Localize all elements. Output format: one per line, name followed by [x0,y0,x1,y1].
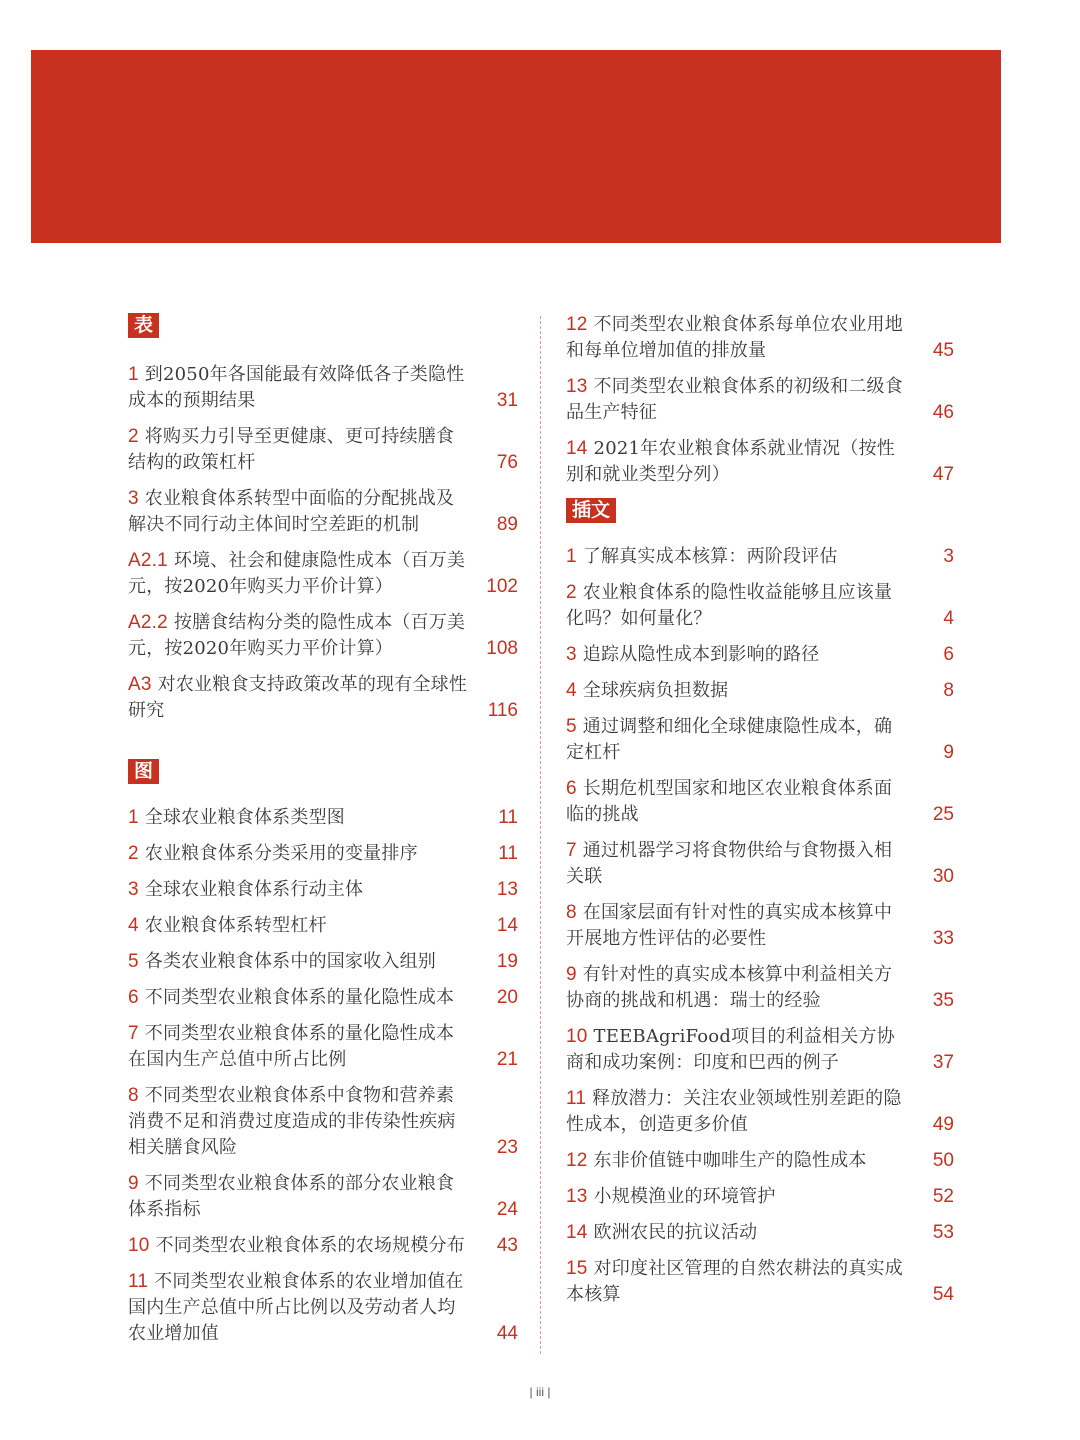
entry-number: 12 [566,1150,588,1171]
table-entry[interactable] [128,548,518,600]
entry-number: 5 [128,951,139,972]
entry-title [566,962,908,1014]
entry-text: 通过调整和细化全球健康隐性成本，确定杠杆 [566,716,893,763]
entry-title [128,486,470,538]
entry-number: 3 [128,879,139,900]
entry-title [128,610,470,662]
entry-number: 10 [128,1235,150,1256]
header-banner [31,50,1001,243]
entry-page-number: 3 [943,546,954,567]
entry-page-number: 6 [943,644,954,665]
entry-text: 将购买力引导至更健康、更可持续膳食结构的政策杠杆 [128,426,455,473]
tables-list [128,362,518,724]
entry-title [128,1083,470,1161]
box-entry[interactable] [566,776,954,828]
figure-entry[interactable] [128,1021,518,1073]
table-entry[interactable] [566,436,954,488]
entry-number: A2.2 [128,612,168,633]
entry-number: 3 [566,644,577,665]
entry-page-number: 37 [932,1052,954,1073]
entry-page-number: 19 [496,951,518,972]
entry-title [128,1021,470,1073]
entry-text: 不同类型农业粮食体系的部分农业粮食体系指标 [128,1173,455,1220]
entry-text: 在国家层面有针对性的真实成本核算中开展地方性评估的必要性 [566,902,893,949]
entry-title [128,548,470,600]
entry-text: 全球疾病负担数据 [582,680,729,701]
figures-section-label: 图 [128,759,159,784]
figure-entry[interactable] [128,805,518,831]
entry-text: 不同类型农业粮食体系中食物和营养素消费不足和消费过度造成的非传染性疾病相关膳食风险 [128,1085,456,1158]
entry-title [566,642,908,668]
entry-title [566,1024,908,1076]
column-divider [540,316,541,1354]
entry-number: 8 [566,902,577,923]
figures-list [128,805,518,1347]
entry-title [566,312,908,364]
entry-page-number: 46 [932,402,954,423]
entry-page-number: 33 [932,928,954,949]
table-entry[interactable] [128,672,518,724]
page-number: | iii | [529,1385,551,1399]
table-entry[interactable] [128,424,518,476]
entry-text: 欧洲农民的抗议活动 [593,1222,758,1243]
entry-title [566,776,908,828]
right-column [566,312,954,1318]
entry-title [566,714,908,766]
entry-text: 到2050年各国能最有效降低各子类隐性成本的预期结果 [128,364,465,411]
entry-text: 农业粮食体系转型中面临的分配挑战及解决不同行动主体间时空差距的机制 [128,488,455,535]
left-column [128,312,518,1357]
entry-page-number: 30 [932,866,954,887]
entry-title [128,424,470,476]
tables-list-continued [566,312,954,488]
entry-text: 2021年农业粮食体系就业情况（按性别和就业类型分列） [566,438,895,485]
entry-number: 4 [566,680,577,701]
entry-text: 农业粮食体系的隐性收益能够且应该量化吗？如何量化？ [566,582,893,629]
entry-number: 8 [128,1085,139,1106]
box-entry[interactable] [566,838,954,890]
entry-number: 11 [128,1271,149,1292]
entry-text: 对印度社区管理的自然农耕法的真实成本核算 [566,1258,903,1305]
figure-entry[interactable] [128,877,518,903]
box-entry[interactable] [566,580,954,632]
entry-page-number: 24 [496,1199,518,1220]
entry-number: A3 [128,674,152,695]
boxes-list [566,544,954,1308]
entry-title [566,436,908,488]
entry-text: 释放潜力：关注农业领域性别差距的隐性成本，创造更多价值 [566,1088,902,1135]
entry-text: 各类农业粮食体系中的国家收入组别 [144,951,436,972]
entry-title [566,1148,908,1174]
entry-text: 不同类型农业粮食体系的量化隐性成本 [144,987,455,1008]
box-entry[interactable] [566,900,954,952]
entry-title [128,1233,470,1259]
boxes-section-label: 插文 [566,498,616,523]
entry-text: 有针对性的真实成本核算中利益相关方协商的挑战和机遇：瑞士的经验 [566,964,893,1011]
entry-page-number: 49 [932,1114,954,1135]
box-entry[interactable] [566,1184,954,1210]
entry-number: 12 [566,314,588,335]
entry-page-number: 4 [943,608,954,629]
entry-text: 全球农业粮食体系类型图 [144,807,345,828]
entry-text: 小规模渔业的环境管护 [593,1186,776,1207]
figure-entry[interactable] [128,985,518,1011]
figure-entry[interactable] [128,913,518,939]
entry-text: 东非价值链中咖啡生产的隐性成本 [593,1150,867,1171]
entry-number: 2 [128,426,139,447]
entry-title [128,913,470,939]
entry-page-number: 108 [486,638,518,659]
entry-page-number: 50 [932,1150,954,1171]
entry-number: 9 [566,964,577,985]
box-entry[interactable] [566,714,954,766]
entry-number: 9 [128,1173,139,1194]
entry-page-number: 43 [496,1235,518,1256]
entry-title [566,580,908,632]
entry-text: 长期危机型国家和地区农业粮食体系面临的挑战 [566,778,893,825]
entry-number: 5 [566,716,577,737]
entry-title [128,1171,470,1223]
entry-text: 按膳食结构分类的隐性成本（百万美元，按2020年购买力平价计算） [128,612,466,659]
entry-number: 7 [128,1023,139,1044]
box-entry[interactable] [566,678,954,704]
entry-page-number: 11 [498,843,518,864]
entry-page-number: 54 [932,1284,954,1305]
entry-number: 2 [128,843,139,864]
entry-text: 农业粮食体系转型杠杆 [144,915,327,936]
entry-number: 14 [566,438,588,459]
figure-entry[interactable] [128,1171,518,1223]
entry-number: 2 [566,582,577,603]
table-entry[interactable] [128,362,518,414]
entry-text: 不同类型农业粮食体系的初级和二级食品生产特征 [566,376,903,423]
box-entry[interactable] [566,1220,954,1246]
entry-page-number: 52 [932,1186,954,1207]
entry-number: 11 [566,1088,587,1109]
entry-page-number: 13 [496,879,518,900]
entry-page-number: 47 [932,464,954,485]
entry-text: 不同类型农业粮食体系的农场规模分布 [155,1235,465,1256]
entry-title [566,900,908,952]
entry-title [128,1269,470,1347]
entry-page-number: 21 [496,1049,518,1070]
figure-entry[interactable] [128,841,518,867]
figure-entry[interactable] [128,1083,518,1161]
table-entry[interactable] [566,374,954,426]
entry-title [128,362,470,414]
entry-title [128,877,470,903]
entry-number: 7 [566,840,577,861]
entry-page-number: 20 [496,987,518,1008]
entry-page-number: 8 [943,680,954,701]
entry-page-number: 89 [496,514,518,535]
table-entry[interactable] [128,610,518,662]
entry-number: 1 [128,807,139,828]
table-entry[interactable] [566,312,954,364]
box-entry[interactable] [566,544,954,570]
tables-section-label: 表 [128,313,159,338]
entry-page-number: 25 [932,804,954,825]
entry-title [566,374,908,426]
entry-number: 6 [566,778,577,799]
entry-title [566,838,908,890]
entry-page-number: 45 [932,340,954,361]
entry-title [566,678,908,704]
entry-page-number: 11 [498,807,518,828]
entry-text: 不同类型农业粮食体系的农业增加值在国内生产总值中所占比例以及劳动者人均农业增加值 [128,1271,464,1344]
figure-entry[interactable] [128,1269,518,1347]
entry-title [566,1184,908,1210]
entry-number: 1 [566,546,577,567]
entry-number: 13 [566,1186,588,1207]
table-entry[interactable] [128,486,518,538]
entry-page-number: 31 [496,390,518,411]
entry-number: 14 [566,1222,588,1243]
figure-entry[interactable] [128,949,518,975]
box-entry[interactable] [566,642,954,668]
entry-title [128,805,470,831]
entry-text: TEEBAgriFood项目的利益相关方协商和成功案例：印度和巴西的例子 [566,1026,895,1073]
entry-title [128,949,470,975]
entry-text: 农业粮食体系分类采用的变量排序 [144,843,418,864]
box-entry[interactable] [566,1024,954,1076]
entry-text: 通过机器学习将食物供给与食物摄入相关联 [566,840,893,887]
entry-title [128,985,470,1011]
entry-page-number: 44 [496,1323,518,1344]
entry-number: 3 [128,488,139,509]
entry-title [128,672,470,724]
entry-title [566,544,908,570]
entry-page-number: 53 [932,1222,954,1243]
entry-number: 13 [566,376,588,397]
entry-number: 10 [566,1026,588,1047]
entry-number: A2.1 [128,550,168,571]
entry-title [566,1220,908,1246]
entry-number: 15 [566,1258,588,1279]
entry-text: 环境、社会和健康隐性成本（百万美元，按2020年购买力平价计算） [128,550,466,597]
entry-title [566,1256,908,1308]
entry-number: 1 [128,364,139,385]
entry-title [566,1086,908,1138]
entry-text: 追踪从隐性成本到影响的路径 [582,644,820,665]
entry-number: 6 [128,987,139,1008]
entry-text: 了解真实成本核算：两阶段评估 [582,546,838,567]
box-entry[interactable] [566,1148,954,1174]
box-entry[interactable] [566,1256,954,1308]
entry-page-number: 14 [496,915,518,936]
entry-page-number: 116 [487,700,518,721]
entry-page-number: 35 [932,990,954,1011]
entry-text: 不同类型农业粮食体系的量化隐性成本在国内生产总值中所占比例 [128,1023,455,1070]
box-entry[interactable] [566,962,954,1014]
entry-page-number: 23 [496,1137,518,1158]
entry-text: 不同类型农业粮食体系每单位农业用地和每单位增加值的排放量 [566,314,903,361]
entry-page-number: 102 [486,576,518,597]
entry-title [128,841,470,867]
figure-entry[interactable] [128,1233,518,1259]
entry-page-number: 76 [496,452,518,473]
entry-text: 对农业粮食支持政策改革的现有全球性研究 [128,674,468,721]
entry-text: 全球农业粮食体系行动主体 [144,879,364,900]
entry-page-number: 9 [943,742,954,763]
entry-number: 4 [128,915,139,936]
box-entry[interactable] [566,1086,954,1138]
